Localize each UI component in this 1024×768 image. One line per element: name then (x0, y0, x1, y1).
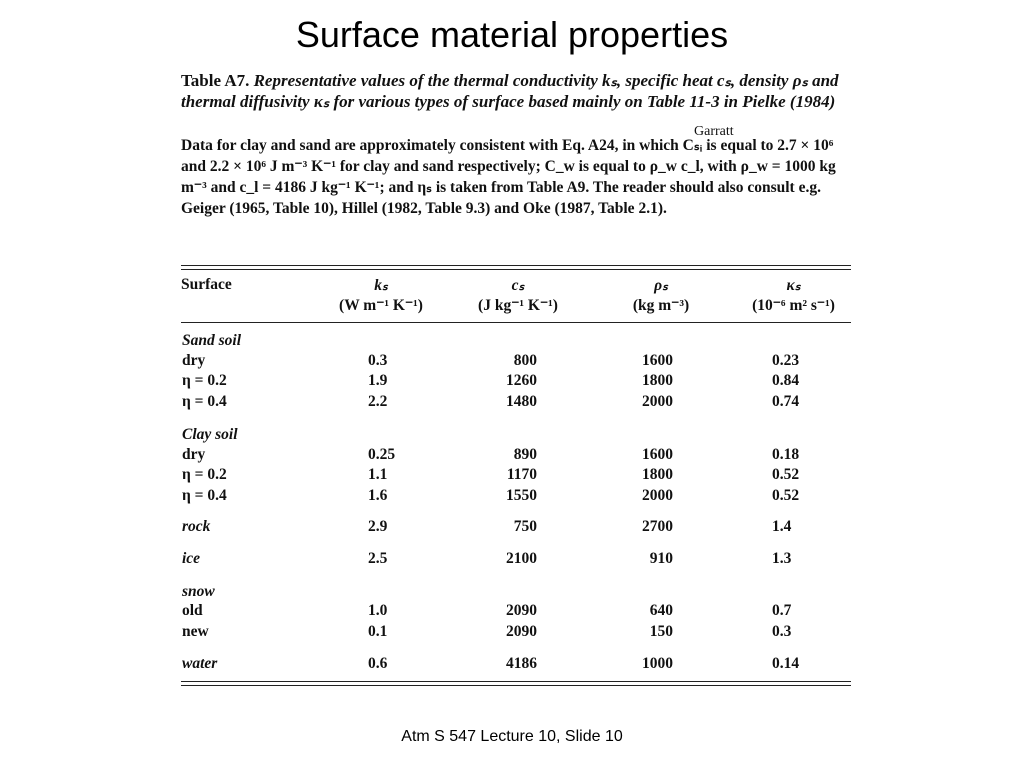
table-row (181, 518, 851, 538)
slide-footer: Atm S 547 Lecture 10, Slide 10 (401, 728, 623, 745)
cell-c: 750 (513, 518, 537, 535)
source-attribution: Garratt (694, 124, 734, 139)
table-row (181, 446, 851, 466)
table-row (181, 550, 851, 570)
cell-rho: 1800 (642, 372, 673, 389)
cell-kappa: 0.74 (772, 393, 800, 410)
cell-kappa: 0.23 (772, 352, 800, 369)
cell-kappa: 0.52 (772, 466, 800, 483)
cell-k: 1.9 (368, 372, 388, 389)
slide-title: Surface material properties (295, 14, 729, 55)
cell-k: 0.25 (368, 446, 396, 463)
caption-text: Representative values of the thermal conductivity kₛ, specific heat cₛ, density ρₛ and thermal diffusivity κₛ for various types of surface based mainly on Table 11-3 in Pielke (1984) (181, 71, 839, 111)
cell-k: 0.1 (368, 623, 388, 640)
row-label: old (182, 602, 203, 619)
row-label: dry (182, 446, 206, 463)
header-rho-symbol: ρₛ (654, 277, 668, 294)
table-row (181, 352, 851, 372)
row-label: η = 0.2 (182, 372, 227, 389)
table-row (181, 602, 851, 622)
row-label: η = 0.4 (182, 487, 227, 504)
cell-c: 2100 (506, 550, 537, 567)
row-label: η = 0.4 (182, 393, 227, 410)
top-rule-second (181, 269, 851, 270)
header-c-unit: (J kg⁻¹ K⁻¹) (478, 297, 558, 314)
cell-c: 2090 (506, 623, 537, 640)
cell-k: 2.2 (368, 393, 388, 410)
cell-rho: 1600 (642, 446, 673, 463)
scanned-table-page (181, 70, 851, 672)
cell-kappa: 0.18 (772, 446, 800, 463)
cell-k: 1.6 (368, 487, 388, 504)
cell-c: 1480 (506, 393, 537, 410)
caption-label: Table A7. (181, 71, 250, 90)
row-label: η = 0.2 (182, 466, 227, 483)
table-group-row (181, 426, 851, 446)
cell-c: 1260 (506, 372, 537, 389)
cell-rho: 1000 (642, 655, 673, 672)
cell-k: 1.0 (368, 602, 388, 619)
cell-kappa: 0.14 (772, 655, 800, 672)
cell-kappa: 1.3 (772, 550, 792, 567)
cell-kappa: 1.4 (772, 518, 792, 535)
table-row (181, 393, 851, 413)
cell-c: 800 (513, 352, 537, 369)
cell-kappa: 0.84 (772, 372, 800, 389)
header-kappa-symbol: κₛ (786, 277, 801, 294)
cell-k: 2.5 (368, 550, 388, 567)
table-group-row (181, 332, 851, 352)
table-group-row (181, 583, 851, 603)
cell-c: 2090 (506, 602, 537, 619)
bottom-rule-second (181, 685, 851, 686)
cell-rho: 1600 (642, 352, 673, 369)
cell-rho: 2000 (642, 393, 673, 410)
cell-rho: 640 (649, 602, 673, 619)
table-notes: Data for clay and sand are approximately consistent with Eq. A24, in which Cₛᵢ is equal to 2.7 × 10⁶ and 2.2 × 10⁶ J m⁻³ K⁻¹ for clay and sand respectively; C_w is equal to ρ_w c_l, with ρ_w = 1000 kg m⁻³ and c_l = 4186 J kg⁻¹ K⁻¹; and ηₛ is taken from Table A9. The reader should also consult e.g. Geiger (1965, Table 10), Hillel (1982, Table 9.3) and Oke (1987, Table 2.1). (181, 137, 836, 217)
cell-c: 4186 (506, 655, 537, 672)
cell-rho: 2700 (642, 518, 673, 535)
cell-c: 1550 (506, 487, 537, 504)
cell-kappa: 0.3 (772, 623, 792, 640)
cell-k: 0.6 (368, 655, 388, 672)
row-label: dry (182, 352, 206, 369)
row-label: Clay soil (182, 426, 238, 443)
row-label: Sand soil (182, 332, 242, 349)
cell-rho: 2000 (642, 487, 673, 504)
cell-k: 0.3 (368, 352, 388, 369)
header-kappa-unit: (10⁻⁶ m² s⁻¹) (752, 297, 835, 314)
cell-k: 2.9 (368, 518, 388, 535)
cell-k: 1.1 (368, 466, 388, 483)
table-caption (181, 70, 851, 112)
cell-kappa: 0.7 (772, 602, 792, 619)
header-k-symbol: kₛ (374, 277, 388, 294)
header-c-symbol: cₛ (511, 277, 525, 294)
header-surface: Surface (181, 276, 232, 293)
header-rule (181, 322, 851, 323)
cell-rho: 150 (649, 623, 673, 640)
table-row (181, 623, 851, 643)
cell-kappa: 0.52 (772, 487, 800, 504)
row-label: water (182, 655, 218, 672)
table-row (181, 487, 851, 507)
table-row (181, 372, 851, 392)
table-row (181, 466, 851, 486)
bottom-rule (181, 681, 851, 682)
cell-rho: 1800 (642, 466, 673, 483)
top-rule (181, 265, 851, 266)
row-label: new (182, 623, 209, 640)
row-label: rock (182, 518, 211, 535)
cell-c: 890 (513, 446, 537, 463)
header-k-unit: (W m⁻¹ K⁻¹) (339, 297, 423, 314)
header-rho-unit: (kg m⁻³) (632, 297, 690, 314)
row-label: ice (182, 550, 201, 567)
cell-rho: 910 (649, 550, 673, 567)
cell-c: 1170 (506, 466, 537, 483)
table-row (181, 655, 851, 675)
row-label: snow (182, 583, 215, 600)
